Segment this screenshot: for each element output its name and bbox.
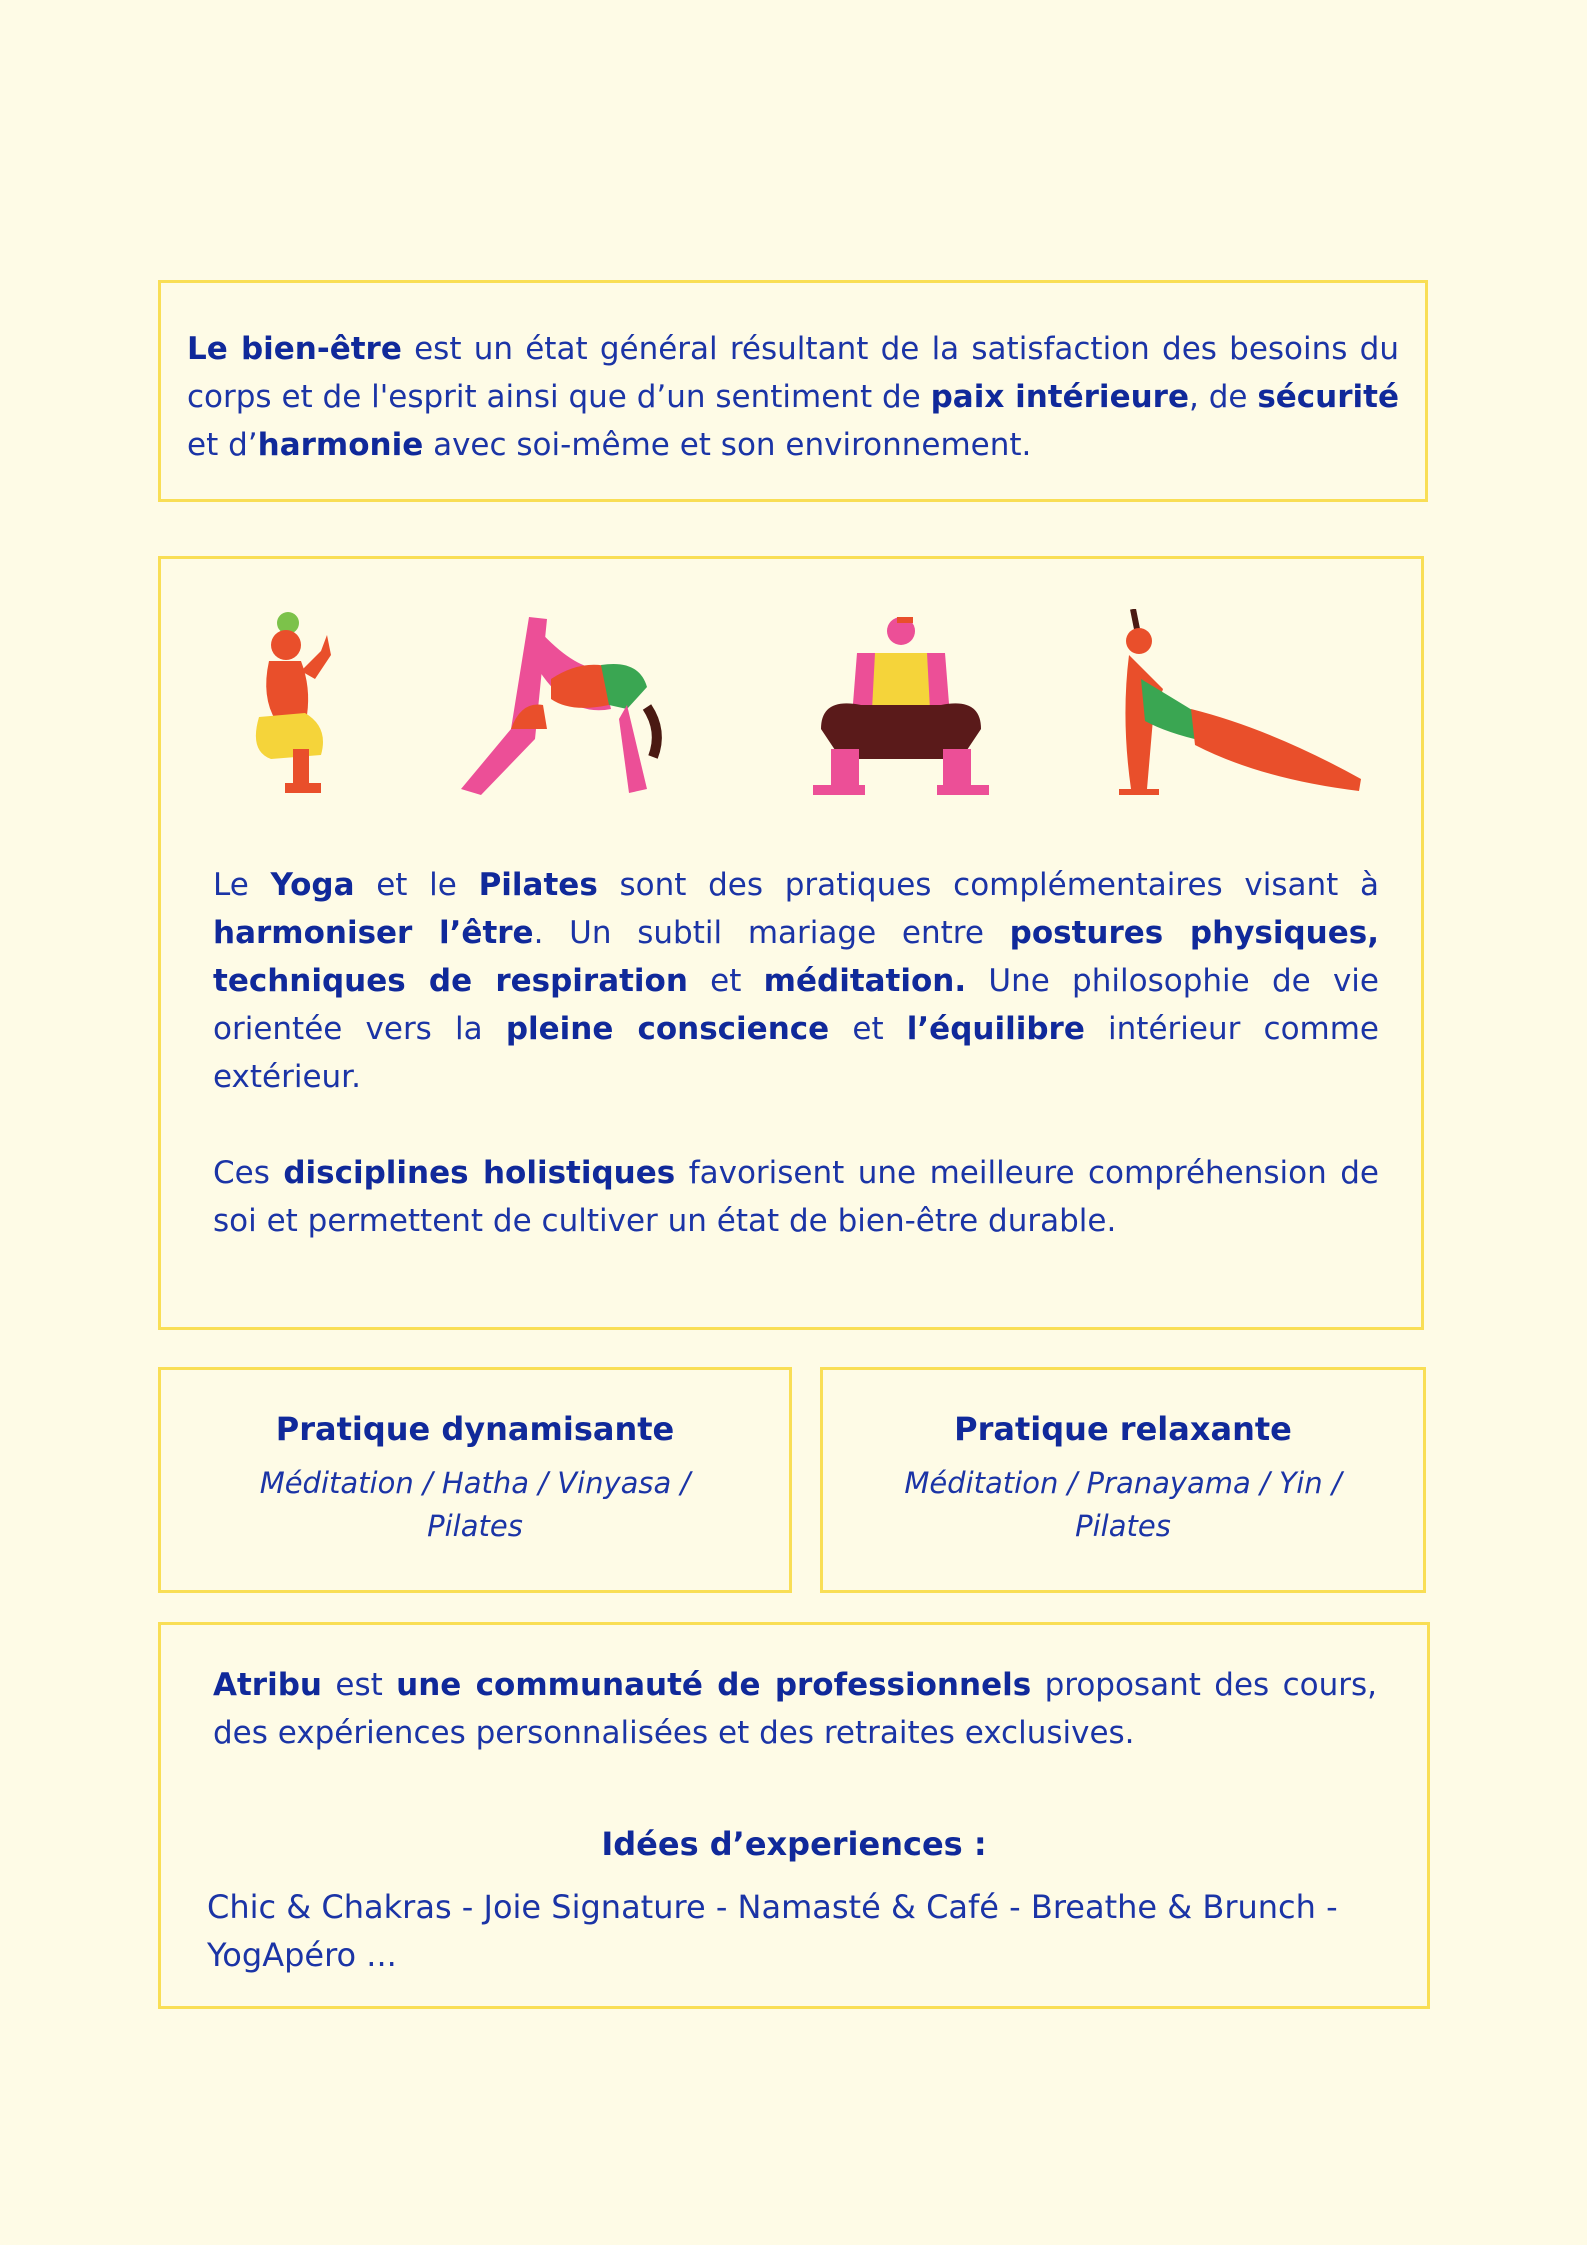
- practices-paragraph-1: [213, 861, 1379, 1101]
- emphasis-text: Atribu: [213, 1667, 322, 1703]
- emphasis-text: harmoniser l’être: [213, 915, 534, 951]
- emphasis-text: l’équilibre: [906, 1011, 1085, 1047]
- intro-text: [187, 325, 1399, 469]
- ideas-title: Idées d’experiences :: [601, 1825, 987, 1863]
- body-text: , de: [1188, 379, 1258, 415]
- body-text: favorisent une meilleure compréhension de soi et permettent de cultiver un état de bien-être durable.: [213, 1155, 1379, 1239]
- dynamic-practice-subtitle: Méditation / Hatha / Vinyasa / Pilates: [259, 1466, 691, 1543]
- emphasis-text: harmonie: [257, 427, 424, 463]
- body-text: intérieur comme extérieur.: [213, 1011, 1380, 1095]
- practices-box: [158, 556, 1424, 1330]
- intro-box: [158, 280, 1428, 502]
- emphasis-text: Le bien-être: [187, 331, 402, 367]
- emphasis-text: une communauté de professionnels: [396, 1667, 1032, 1703]
- relaxing-practice-card: [820, 1367, 1426, 1593]
- emphasis-text: méditation.: [763, 963, 967, 999]
- yoga-cobra-figure-icon: [1111, 609, 1371, 799]
- emphasis-text: postures physiques, techniques de respiration: [213, 915, 1379, 999]
- body-text: Ces: [213, 1155, 284, 1191]
- body-text: Une philosophie de vie orientée vers la: [213, 963, 1379, 1047]
- dynamic-practice-title: Pratique dynamisante: [275, 1410, 675, 1448]
- dynamic-practice-card: [158, 1367, 792, 1593]
- body-text: sont des pratiques complémentaires visant à: [597, 867, 1380, 903]
- atribu-description: [213, 1661, 1377, 1757]
- yoga-garland-figure-icon: [801, 609, 1001, 799]
- emphasis-text: Pilates: [478, 867, 598, 903]
- body-text: et le: [354, 867, 479, 903]
- emphasis-text: paix intérieure: [930, 379, 1189, 415]
- yoga-wheel-figure-icon: [451, 609, 681, 799]
- body-text: et: [829, 1011, 907, 1047]
- body-text: et: [687, 963, 764, 999]
- practices-paragraph-2: [213, 1149, 1379, 1245]
- yoga-squat-figure-icon: [231, 609, 361, 799]
- body-text: et d’: [187, 427, 258, 463]
- body-text: avec soi-même et son environnement.: [423, 427, 1032, 463]
- emphasis-text: pleine conscience: [505, 1011, 830, 1047]
- relaxing-practice-subtitle: Méditation / Pranayama / Yin / Pilates: [904, 1466, 1342, 1543]
- body-text: est un état général résultant de la satisfaction des besoins du corps et de l'esprit ainsi que d’un sentiment de: [187, 331, 1399, 415]
- yoga-figures: [201, 609, 1391, 799]
- body-text: . Un subtil mariage entre: [533, 915, 1010, 951]
- atribu-box: [158, 1622, 1430, 2009]
- relaxing-practice-title: Pratique relaxante: [954, 1410, 1292, 1448]
- emphasis-text: disciplines holistiques: [283, 1155, 676, 1191]
- body-text: proposant des cours, des expériences personnalisées et des retraites exclusives.: [213, 1667, 1377, 1751]
- emphasis-text: Yoga: [270, 867, 355, 903]
- body-text: est: [321, 1667, 397, 1703]
- body-text: Le: [213, 867, 271, 903]
- emphasis-text: sécurité: [1257, 379, 1399, 415]
- ideas-list: Chic & Chakras - Joie Signature - Namasté & Café - Breathe & Brunch - YogApéro ...: [207, 1888, 1338, 1974]
